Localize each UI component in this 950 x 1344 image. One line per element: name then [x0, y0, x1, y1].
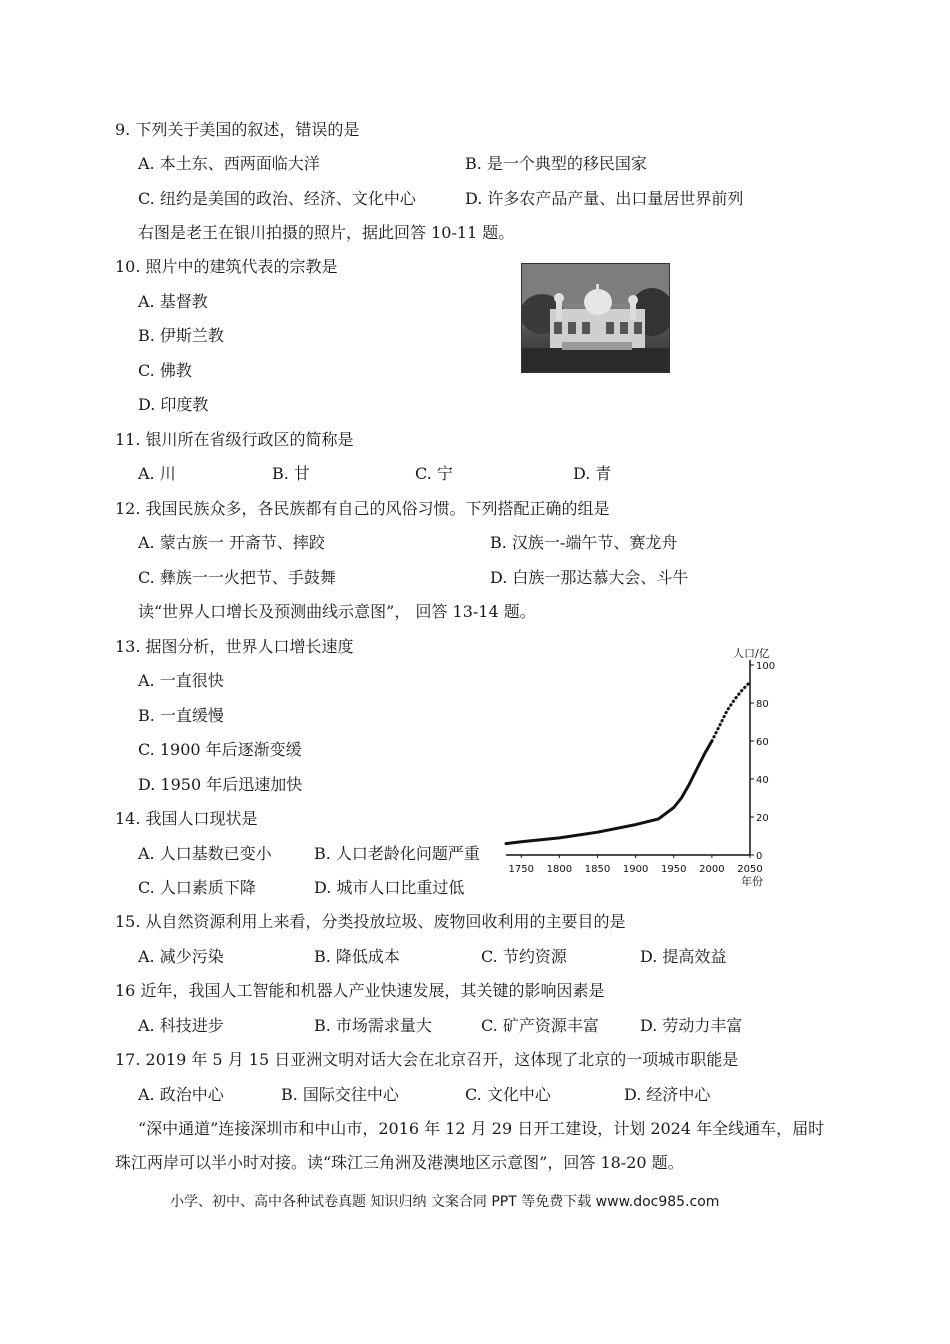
question-13-option-d: D. 1950 年后迅速加快 [138, 775, 303, 794]
question-10-option-b: B. 伊斯兰教 [138, 326, 224, 345]
question-13-stem: 13. 据图分析，世界人口增长速度 [115, 637, 354, 656]
intro-10-11: 右图是老王在银川拍摄的照片，据此回答 10-11 题。 [138, 223, 515, 242]
question-10-option-c: C. 佛教 [138, 361, 192, 380]
question-9-option-a: A. 本土东、西两面临大洋 [138, 154, 320, 173]
question-9-option-c: C. 纽约是美国的政治、经济、文化中心 [138, 189, 416, 208]
y-tick-label: 20 [756, 813, 769, 824]
population-chart-svg [500, 640, 800, 890]
x-axis-label: 年份 [741, 875, 763, 888]
question-9-option-d: D. 许多农产品产量、出口量居世界前列 [465, 189, 744, 208]
question-15-option-c: C. 节约资源 [481, 947, 567, 966]
x-tick-label: 1900 [622, 864, 649, 875]
question-10-stem: 10. 照片中的建筑代表的宗教是 [115, 257, 338, 276]
question-9-stem: 9. 下列关于美国的叙述，错误的是 [115, 120, 360, 139]
x-tick-label: 1800 [546, 864, 573, 875]
y-tick-label: 80 [756, 699, 769, 710]
question-12-option-c: C. 彝族一一火把节、手鼓舞 [138, 568, 336, 587]
question-11-stem: 11. 银川所在省级行政区的简称是 [115, 430, 354, 449]
population-chart [500, 640, 800, 890]
x-tick-label: 1850 [584, 864, 611, 875]
question-11-option-b: B. 甘 [272, 464, 310, 483]
y-tick-label: 100 [756, 661, 776, 672]
question-14-option-b: B. 人口老龄化问题严重 [314, 844, 480, 863]
question-16-option-c: C. 矿产资源丰富 [481, 1016, 599, 1035]
question-11-option-a: A. 川 [138, 464, 176, 483]
x-tick-label: 2050 [737, 864, 763, 875]
intro-18-20-line2: 珠江两岸可以半小时对接。读“珠江三角洲及港澳地区示意图”，回答 18-20 题。 [115, 1153, 684, 1172]
question-11-option-d: D. 青 [573, 464, 612, 483]
question-12-stem: 12. 我国民族众多，各民族都有自己的风俗习惯。下列搭配正确的组是 [115, 499, 610, 518]
question-14-option-c: C. 人口素质下降 [138, 878, 256, 897]
question-15-option-a: A. 减少污染 [138, 947, 224, 966]
intro-13-14: 读“世界人口增长及预测曲线示意图”， 回答 13-14 题。 [138, 602, 536, 621]
x-tick-label: 1950 [661, 864, 687, 875]
footer-advert: 小学、初中、高中各种试卷真题 知识归纳 文案合同 PPT 等免费下载 www.doc985.com [170, 1194, 720, 1210]
question-17-stem: 17. 2019 年 5 月 15 日亚洲文明对话大会在北京召开，这体现了北京的一项城市职能是 [115, 1050, 739, 1069]
question-14-option-d: D. 城市人口比重过低 [314, 878, 465, 897]
question-14-stem: 14. 我国人口现状是 [115, 809, 258, 828]
y-tick-label: 60 [756, 737, 769, 748]
question-11-option-c: C. 宁 [415, 464, 453, 483]
question-17-option-d: D. 经济中心 [624, 1085, 711, 1104]
question-14-option-a: A. 人口基数已变小 [138, 844, 272, 863]
question-15-stem: 15. 从自然资源利用上来看，分类投放垃圾、废物回收利用的主要目的是 [115, 912, 626, 931]
x-tick-label: 1750 [508, 864, 534, 875]
question-10-option-d: D. 印度教 [138, 395, 209, 414]
question-17-option-b: B. 国际交往中心 [281, 1085, 399, 1104]
intro-18-20-line1: “深中通道”连接深圳市和中山市，2016 年 12 月 29 日开工建设，计划 2024 年全线通车，届时 [138, 1119, 825, 1138]
population-forecast-line [712, 682, 750, 741]
mosque-photo [521, 263, 670, 373]
question-15-option-b: B. 降低成本 [314, 947, 400, 966]
x-tick-label: 2000 [699, 864, 725, 875]
question-16-option-d: D. 劳动力丰富 [640, 1016, 743, 1035]
question-12-option-d: D. 白族一那达慕大会、斗牛 [490, 568, 689, 587]
question-13-option-c: C. 1900 年后逐渐变缓 [138, 740, 302, 759]
question-13-option-a: A. 一直很快 [138, 671, 224, 690]
question-10-option-a: A. 基督教 [138, 292, 208, 311]
population-history-line [506, 741, 712, 844]
mosque-illustration [522, 264, 669, 372]
question-9-option-b: B. 是一个典型的移民国家 [465, 154, 647, 173]
question-12-option-a: A. 蒙古族一 开斋节、摔跤 [138, 533, 325, 552]
question-17-option-c: C. 文化中心 [465, 1085, 551, 1104]
question-16-option-a: A. 科技进步 [138, 1016, 224, 1035]
question-15-option-d: D. 提高效益 [640, 947, 727, 966]
y-tick-label: 40 [756, 775, 769, 786]
question-17-option-a: A. 政治中心 [138, 1085, 224, 1104]
question-12-option-b: B. 汉族一-端午节、赛龙舟 [490, 533, 678, 552]
y-tick-label: 0 [756, 851, 763, 862]
question-16-stem: 16 近年，我国人工智能和机器人产业快速发展，其关键的影响因素是 [115, 981, 605, 1000]
question-16-option-b: B. 市场需求量大 [314, 1016, 432, 1035]
y-axis-label: 人口/亿 [733, 647, 770, 660]
question-13-option-b: B. 一直缓慢 [138, 706, 224, 725]
